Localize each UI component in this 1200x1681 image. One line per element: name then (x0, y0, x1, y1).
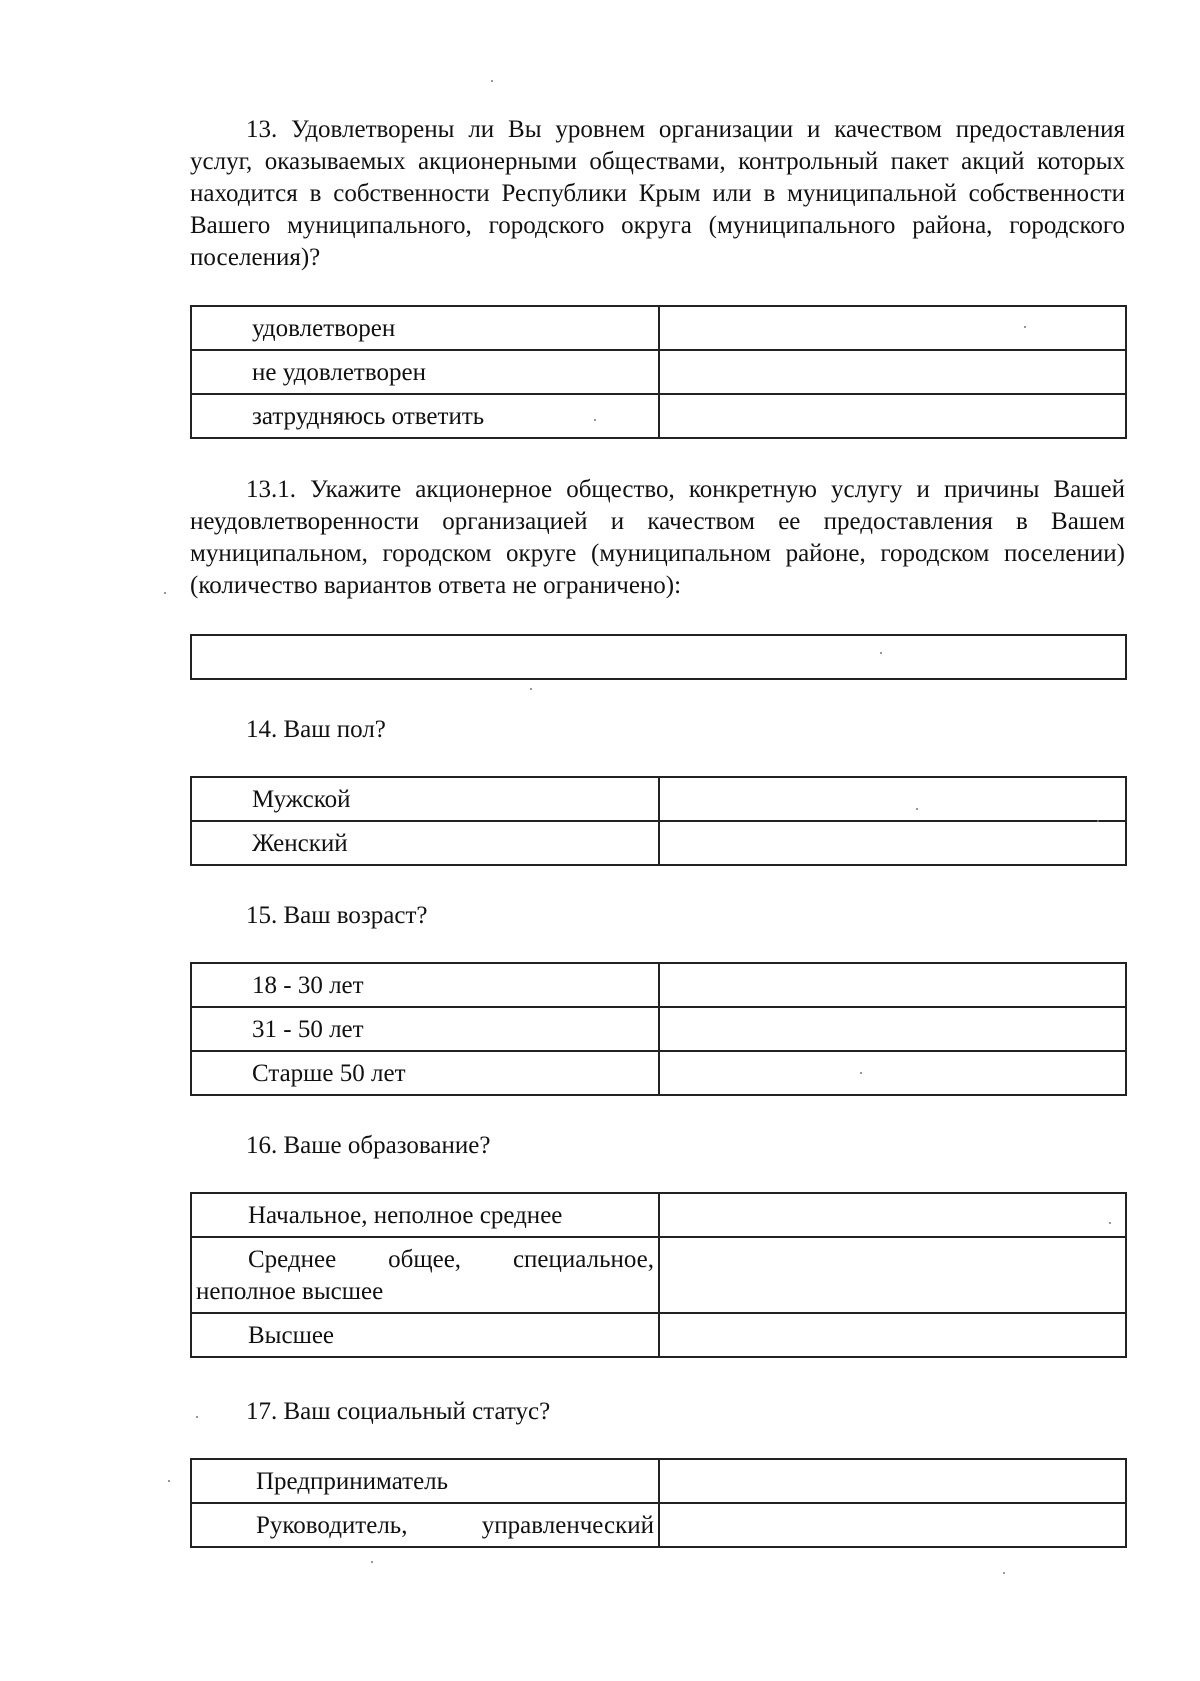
question-13-1 (190, 474, 1125, 602)
option-label: Мужской (252, 786, 351, 813)
answer-cell[interactable] (659, 1237, 1126, 1313)
question-13-options-table (190, 305, 1127, 439)
answer-cell[interactable] (659, 1313, 1126, 1357)
question-16-options-table (190, 1192, 1127, 1358)
scan-speck (594, 419, 596, 421)
option-label: 18 - 30 лет (252, 972, 364, 999)
table-row (191, 963, 1126, 1007)
question-13-1-answer-field[interactable] (190, 634, 1127, 680)
scan-speck (491, 80, 493, 82)
question-13-1-number: 13.1. (246, 476, 296, 503)
option-label: Руководитель, управленческий (256, 1512, 654, 1539)
question-13-text: Удовлетворены ли Вы уровнем организации и качеством предоставления услуг, оказываемых акционерными обществами, контрольный пакет акций которых находится в собственности Республики Крым или в муниципальной собственности Вашего муниципального, городского округа (муниципального района, городского поселения)? (190, 116, 1126, 271)
question-15-title: 15. Ваш возраст? (246, 902, 428, 929)
answer-cell[interactable] (659, 306, 1126, 350)
answer-cell[interactable] (659, 821, 1126, 865)
table-row (191, 1051, 1126, 1095)
table-row (191, 1237, 1126, 1313)
table-row (191, 821, 1126, 865)
scan-speck (860, 1072, 862, 1074)
option-label: Высшее (248, 1322, 335, 1349)
answer-cell[interactable] (659, 1007, 1126, 1051)
table-row (191, 1459, 1126, 1503)
question-13-1-text: Укажите акционерное общество, конкретную услугу и причины Вашей неудовлетворенности организацией и качеством ее предоставления в Вашем муниципальном, городском округе (муниципальном районе, городском поселении) (количество вариантов ответа не ограничено): (190, 476, 1125, 599)
answer-cell[interactable] (659, 777, 1126, 821)
table-row (191, 1313, 1126, 1357)
question-13-number: 13. (246, 116, 278, 143)
question-17-title: 17. Ваш социальный статус? (246, 1398, 551, 1425)
scan-speck (371, 1561, 373, 1563)
scan-speck (530, 688, 532, 690)
option-label: удовлетворен (252, 315, 396, 342)
scan-speck (164, 592, 166, 594)
table-row (191, 1007, 1126, 1051)
question-14-title: 14. Ваш пол? (246, 716, 386, 743)
answer-cell[interactable] (659, 1459, 1126, 1503)
option-label: затрудняюсь ответить (252, 403, 485, 430)
table-row (191, 306, 1126, 350)
scan-speck (196, 1416, 198, 1418)
option-label: не удовлетворен (252, 359, 426, 386)
option-label: Среднее общее, специальное, неполное высшее (196, 1246, 654, 1305)
table-row (191, 394, 1126, 438)
scan-speck (1003, 1572, 1005, 1574)
table-row (191, 350, 1126, 394)
answer-cell[interactable] (659, 1193, 1126, 1237)
table-row (191, 1193, 1126, 1237)
option-label: Предприниматель (256, 1468, 449, 1495)
answer-cell[interactable] (659, 1503, 1126, 1547)
option-label: 31 - 50 лет (252, 1016, 364, 1043)
answer-cell[interactable] (659, 394, 1126, 438)
option-label: Женский (252, 830, 348, 857)
question-14-options-table (190, 776, 1127, 866)
question-15-options-table (190, 962, 1127, 1096)
scan-speck (1097, 820, 1099, 822)
question-13 (190, 114, 1125, 274)
scan-speck (168, 1480, 170, 1482)
scan-speck (1109, 1222, 1111, 1224)
answer-cell[interactable] (659, 350, 1126, 394)
scan-speck (1024, 326, 1026, 328)
answer-cell[interactable] (659, 1051, 1126, 1095)
scan-speck (880, 652, 882, 654)
question-16-title: 16. Ваше образование? (246, 1132, 491, 1159)
answer-cell[interactable] (659, 963, 1126, 1007)
option-label: Старше 50 лет (252, 1060, 406, 1087)
table-row (191, 1503, 1126, 1547)
question-17-options-table (190, 1458, 1127, 1548)
scan-speck (916, 808, 918, 810)
option-label: Начальное, неполное среднее (248, 1202, 563, 1229)
table-row (191, 777, 1126, 821)
